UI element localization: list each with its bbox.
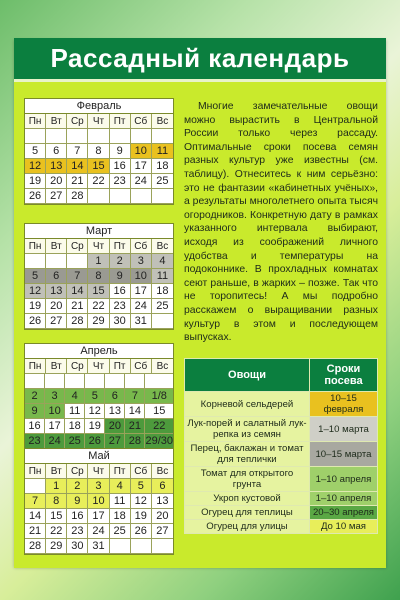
day-cell: 20 xyxy=(46,174,67,189)
weekday-cell: Сб xyxy=(131,114,152,129)
day-cell: 6 xyxy=(152,479,173,494)
day-cell: 20 xyxy=(46,299,67,314)
day-cell: 5 xyxy=(25,144,46,159)
day-cell xyxy=(67,254,88,269)
crop-cell: Укроп кустовой xyxy=(185,492,310,506)
term-cell: 1–10 апреля xyxy=(309,492,377,506)
day-cell: 1/8 xyxy=(145,389,173,404)
day-cell: 14 xyxy=(67,159,88,174)
calendar-march xyxy=(24,223,174,330)
day-cell: 13 xyxy=(46,159,67,174)
table-row xyxy=(185,442,378,467)
day-cell: 21 xyxy=(25,524,46,539)
day-cell: 6 xyxy=(105,389,125,404)
day-cell: 15 xyxy=(46,509,67,524)
day-cell: 28 xyxy=(67,314,88,329)
day-cell: 9 xyxy=(110,144,131,159)
day-cell: 12 xyxy=(25,159,46,174)
day-cell xyxy=(25,254,46,269)
day-cell: 26 xyxy=(85,434,105,449)
day-cell: 10 xyxy=(131,269,152,284)
day-cell: 25 xyxy=(152,299,173,314)
day-cell: 16 xyxy=(67,509,88,524)
month-days xyxy=(25,254,173,329)
weekday-cell: Вс xyxy=(152,464,173,479)
day-cell xyxy=(65,374,85,389)
day-cell xyxy=(67,129,88,144)
day-cell: 5 xyxy=(85,389,105,404)
term-cell: 1–10 марта xyxy=(309,417,377,442)
weekday-header xyxy=(25,239,173,254)
day-cell: 18 xyxy=(65,419,85,434)
day-cell: 25 xyxy=(110,524,131,539)
term-cell: 10–15 марта xyxy=(309,442,377,467)
weekday-cell: Ср xyxy=(67,359,88,374)
day-cell: 9 xyxy=(110,269,131,284)
crop-cell: Огурец для теплицы xyxy=(185,506,310,520)
day-cell: 7 xyxy=(125,389,145,404)
day-cell: 13 xyxy=(46,284,67,299)
day-cell xyxy=(110,129,131,144)
day-cell: 24 xyxy=(131,174,152,189)
day-cell: 30 xyxy=(67,539,88,554)
term-cell: 1–10 апреля xyxy=(309,467,377,492)
day-cell: 25 xyxy=(152,174,173,189)
day-cell: 2 xyxy=(67,479,88,494)
month-title: Апрель xyxy=(25,344,173,359)
day-cell xyxy=(131,189,152,204)
calendar-april xyxy=(24,343,174,450)
day-cell: 11 xyxy=(152,144,173,159)
term-cell: 10–15 февраля xyxy=(309,392,377,417)
weekday-cell: Пн xyxy=(25,239,46,254)
day-cell: 12 xyxy=(85,404,105,419)
day-cell: 9 xyxy=(25,404,45,419)
crop-cell: Огурец для улицы xyxy=(185,520,310,534)
month-title: Февраль xyxy=(25,99,173,114)
article-paragraph: Многие замечательные овощи можно вырастить в Центральной России только через рассаду. Оптимальные сроки посева семян разных культур уже известны (см. таблицу). Отнеситесь к ним серьёзно: это не фантазии «кабинетных учёных», а результаты многолетнего опыта тысяч огородников. Конкретную дату в рамках указанного интервала выбирают, исходя из соображений личного удобства и температуры на подоконнике. В прохладных комнатах сеют раньше, в жарких – позже. Так что не торопитесь! А мы подробно расскажем о выращивании разных культур в этом и последующем выпусках. xyxy=(184,101,378,344)
day-cell xyxy=(145,374,173,389)
day-cell: 12 xyxy=(25,284,46,299)
day-cell xyxy=(45,374,65,389)
day-cell: 27 xyxy=(46,314,67,329)
day-cell: 19 xyxy=(131,509,152,524)
day-cell: 7 xyxy=(67,269,88,284)
day-cell xyxy=(85,374,105,389)
day-cell: 21 xyxy=(67,299,88,314)
day-cell: 29/30 xyxy=(145,435,173,447)
day-cell: 27 xyxy=(105,434,125,449)
crop-cell: Перец, баклажан и томат для теплички xyxy=(185,442,310,467)
day-cell: 4 xyxy=(110,479,131,494)
month-title: Март xyxy=(25,224,173,239)
day-cell xyxy=(110,539,131,554)
day-cell xyxy=(25,129,46,144)
day-cell: 16 xyxy=(110,159,131,174)
day-cell: 16 xyxy=(110,284,131,299)
day-cell xyxy=(152,129,173,144)
month-days xyxy=(25,374,173,449)
day-cell: 30 xyxy=(110,314,131,329)
day-cell xyxy=(25,479,46,494)
weekday-cell: Пт xyxy=(110,464,131,479)
weekday-cell: Сб xyxy=(131,239,152,254)
day-cell: 22 xyxy=(145,419,173,434)
header-term: Сроки посева xyxy=(309,359,377,392)
month-days xyxy=(25,479,173,554)
day-cell xyxy=(131,129,152,144)
weekday-header xyxy=(25,114,173,129)
day-cell: 5 xyxy=(131,479,152,494)
table-row xyxy=(185,467,378,492)
day-cell: 4 xyxy=(65,389,85,404)
day-cell: 28 xyxy=(25,539,46,554)
day-cell: 24 xyxy=(131,299,152,314)
day-cell: 24 xyxy=(45,434,65,449)
weekday-cell: Ср xyxy=(67,239,88,254)
table-row xyxy=(185,417,378,442)
day-cell xyxy=(152,189,173,204)
day-cell: 26 xyxy=(25,189,46,204)
day-cell: 28 xyxy=(67,189,88,204)
weekday-cell: Вс xyxy=(152,359,173,374)
crop-cell: Лук-порей и салатный лук-репка из семян xyxy=(185,417,310,442)
day-cell xyxy=(125,374,145,389)
day-cell: 14 xyxy=(125,404,145,419)
day-cell: 13 xyxy=(105,404,125,419)
crop-cell: Корневой сельдерей xyxy=(185,392,310,417)
weekday-cell: Вт xyxy=(46,464,67,479)
weekday-cell: Пт xyxy=(110,239,131,254)
day-cell: 25 xyxy=(65,434,85,449)
weekday-cell: Пн xyxy=(25,359,46,374)
day-cell: 11 xyxy=(110,494,131,509)
weekday-cell: Вс xyxy=(152,114,173,129)
day-cell: 14 xyxy=(67,284,88,299)
day-cell: 17 xyxy=(131,284,152,299)
weekday-cell: Вт xyxy=(46,359,67,374)
day-cell: 29 xyxy=(88,314,109,329)
day-cell: 20 xyxy=(152,509,173,524)
day-cell: 3 xyxy=(45,389,65,404)
weekday-header xyxy=(25,464,173,479)
day-cell: 15 xyxy=(88,159,109,174)
day-cell xyxy=(152,314,173,329)
day-cell: 3 xyxy=(88,479,109,494)
day-cell: 28 xyxy=(125,434,145,449)
day-cell: 22 xyxy=(88,299,109,314)
day-cell: 18 xyxy=(152,284,173,299)
term-cell: 20–30 апреля xyxy=(309,506,377,520)
day-cell: 1 xyxy=(88,254,109,269)
day-cell xyxy=(25,374,45,389)
day-cell xyxy=(46,129,67,144)
day-cell: 2 xyxy=(110,254,131,269)
day-cell: 13 xyxy=(152,494,173,509)
day-cell: 10 xyxy=(45,404,65,419)
day-cell: 31 xyxy=(88,539,109,554)
day-cell: 17 xyxy=(131,159,152,174)
sowing-table xyxy=(184,358,378,534)
day-cell: 29 xyxy=(46,539,67,554)
day-cell: 15 xyxy=(88,284,109,299)
day-cell: 8 xyxy=(88,144,109,159)
table-row xyxy=(185,520,378,534)
day-cell: 10 xyxy=(88,494,109,509)
day-cell: 5 xyxy=(25,269,46,284)
weekday-cell: Пт xyxy=(110,359,131,374)
day-cell: 11 xyxy=(65,404,85,419)
weekday-cell: Вт xyxy=(46,239,67,254)
day-cell: 18 xyxy=(152,159,173,174)
day-cell: 26 xyxy=(25,314,46,329)
crop-cell: Томат для открытого грунта xyxy=(185,467,310,492)
day-cell: 1 xyxy=(46,479,67,494)
day-cell: 16 xyxy=(25,419,45,434)
table-header-row xyxy=(185,359,378,392)
table-row xyxy=(185,392,378,417)
day-cell: 17 xyxy=(45,419,65,434)
day-cell: 22 xyxy=(88,174,109,189)
weekday-cell: Ср xyxy=(67,464,88,479)
day-cell: 23 xyxy=(25,434,45,449)
weekday-header xyxy=(25,359,173,374)
day-cell: 27 xyxy=(46,189,67,204)
weekday-cell: Пн xyxy=(25,114,46,129)
month-days xyxy=(25,129,173,204)
day-cell: 11 xyxy=(152,269,173,284)
day-cell: 23 xyxy=(110,299,131,314)
day-cell: 19 xyxy=(25,174,46,189)
day-cell: 6 xyxy=(46,144,67,159)
day-cell: 8 xyxy=(46,494,67,509)
day-cell xyxy=(88,129,109,144)
day-cell: 2 xyxy=(25,389,45,404)
day-cell: 22 xyxy=(46,524,67,539)
day-cell: 31 xyxy=(131,314,152,329)
day-cell xyxy=(131,539,152,554)
day-cell: 4 xyxy=(152,254,173,269)
term-cell: До 10 мая xyxy=(309,520,377,534)
day-cell: 9 xyxy=(67,494,88,509)
day-cell: 8 xyxy=(88,269,109,284)
weekday-cell: Сб xyxy=(131,464,152,479)
day-cell xyxy=(110,189,131,204)
day-cell: 12 xyxy=(131,494,152,509)
weekday-cell: Пн xyxy=(25,464,46,479)
day-cell xyxy=(46,254,67,269)
day-cell: 21 xyxy=(125,419,145,434)
day-cell: 23 xyxy=(110,174,131,189)
day-cell: 20 xyxy=(105,419,125,434)
weekday-cell: Ср xyxy=(67,114,88,129)
weekday-cell: Сб xyxy=(131,359,152,374)
month-title: Май xyxy=(25,449,173,464)
weekday-cell: Чт xyxy=(88,464,109,479)
table-row xyxy=(185,492,378,506)
day-cell: 26 xyxy=(131,524,152,539)
weekday-cell: Чт xyxy=(88,239,109,254)
calendar-may xyxy=(24,448,174,555)
day-cell: 27 xyxy=(152,524,173,539)
day-cell xyxy=(152,539,173,554)
weekday-cell: Чт xyxy=(88,114,109,129)
calendar-february xyxy=(24,98,174,205)
day-cell: 10 xyxy=(131,144,152,159)
day-cell: 3 xyxy=(131,254,152,269)
day-cell: 14 xyxy=(25,509,46,524)
day-cell: 15 xyxy=(145,404,173,419)
day-cell xyxy=(88,189,109,204)
day-cell: 19 xyxy=(25,299,46,314)
day-cell: 19 xyxy=(85,419,105,434)
day-cell: 18 xyxy=(110,509,131,524)
header-crop: Овощи xyxy=(185,359,310,392)
weekday-cell: Пт xyxy=(110,114,131,129)
page-title: Рассадный календарь xyxy=(14,38,386,82)
day-cell xyxy=(105,374,125,389)
day-cell: 21 xyxy=(67,174,88,189)
day-cell: 7 xyxy=(25,494,46,509)
weekday-cell: Чт xyxy=(88,359,109,374)
day-cell: 7 xyxy=(67,144,88,159)
article-text xyxy=(184,100,378,345)
table-row xyxy=(185,506,378,520)
day-cell: 17 xyxy=(88,509,109,524)
weekday-cell: Вс xyxy=(152,239,173,254)
day-cell: 23 xyxy=(67,524,88,539)
day-cell: 6 xyxy=(46,269,67,284)
day-cell: 24 xyxy=(88,524,109,539)
weekday-cell: Вт xyxy=(46,114,67,129)
